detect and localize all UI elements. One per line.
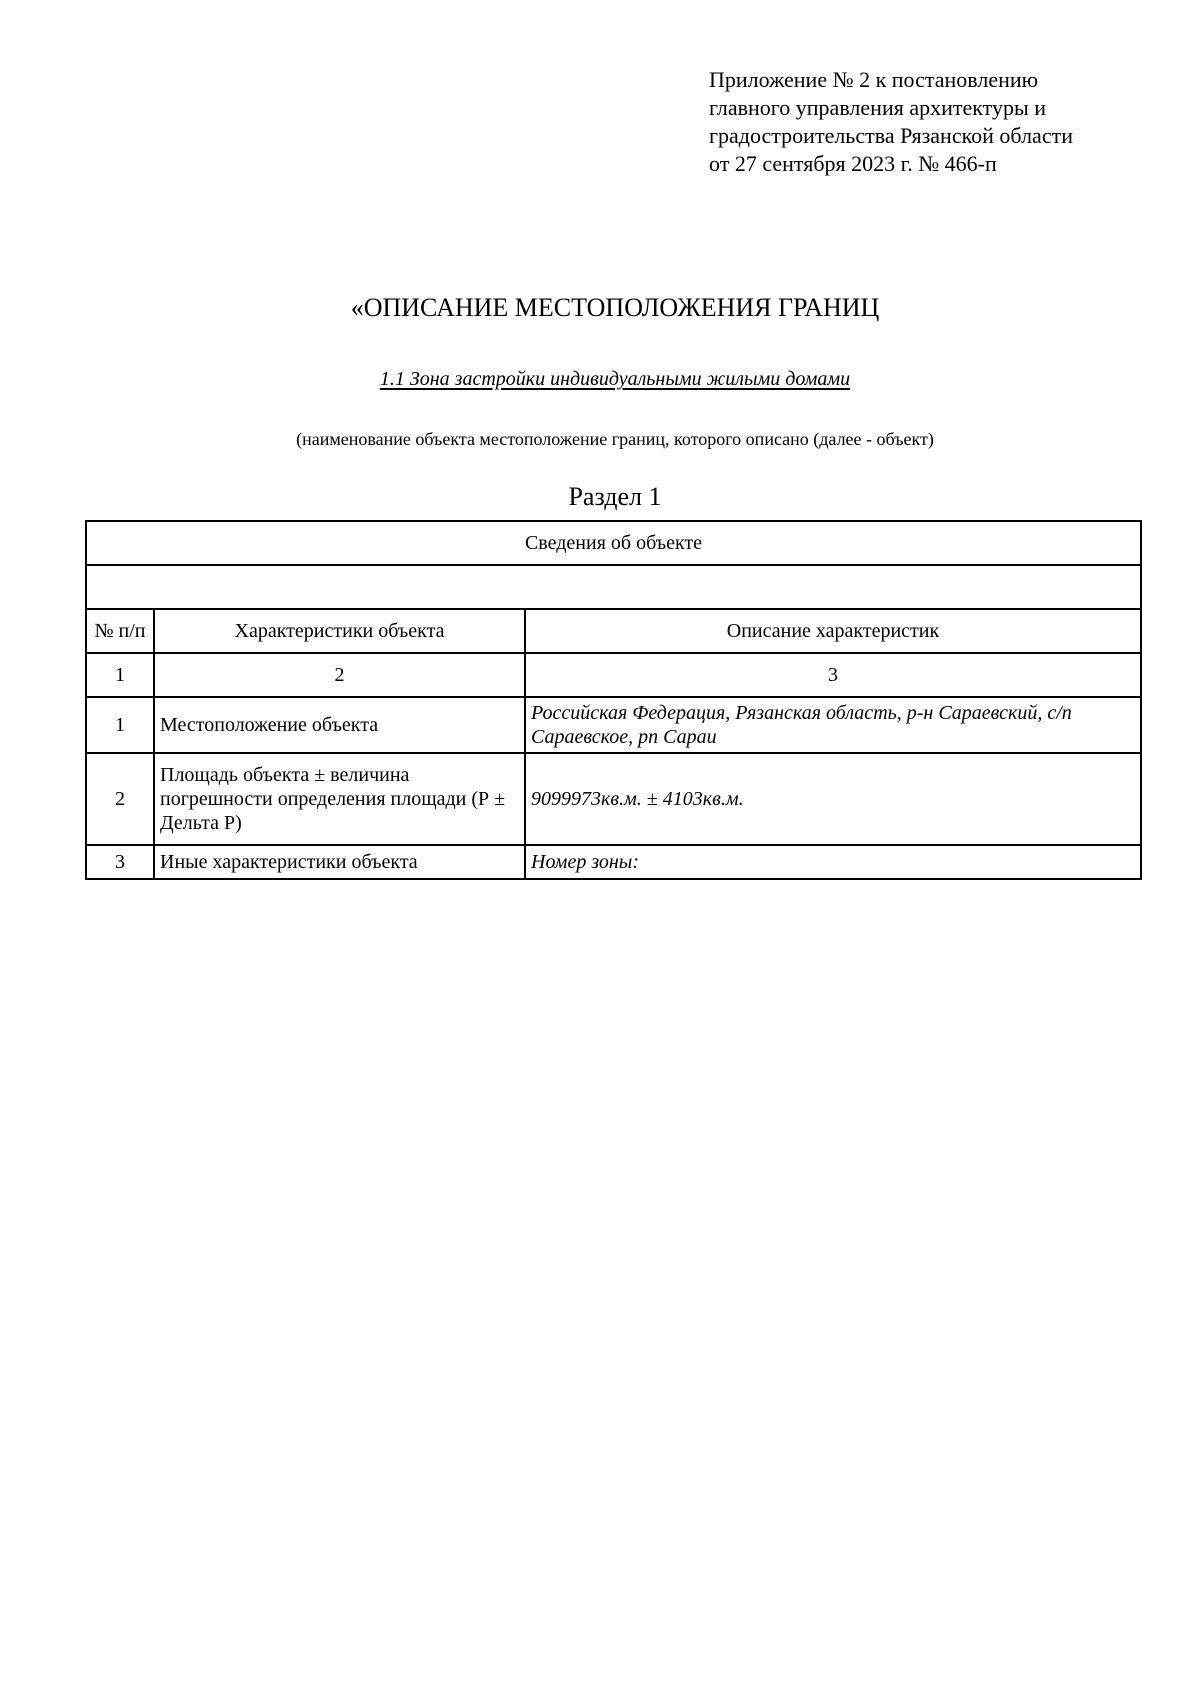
appendix-block (709, 66, 1149, 178)
object-info-table (85, 520, 1142, 880)
appendix-line: Приложение № 2 к постановлению (709, 67, 1039, 92)
table-empty-cell (86, 565, 1141, 609)
column-header-number: № п/п (86, 609, 154, 653)
row-number: 2 (86, 753, 154, 845)
column-header-row (86, 609, 1141, 653)
column-number-row (86, 653, 1141, 697)
row-characteristic: Местоположение объекта (154, 697, 525, 753)
table-row (86, 753, 1141, 845)
object-name (0, 366, 1200, 392)
table-row (86, 845, 1141, 879)
table-header-row (86, 521, 1141, 565)
row-number: 3 (86, 845, 154, 879)
row-number: 1 (86, 697, 154, 753)
table-empty-row (86, 565, 1141, 609)
column-number: 2 (154, 653, 525, 697)
object-name-caption: (наименование объекта местоположение границ, которого описано (далее - объект) (296, 429, 934, 449)
table-row (86, 697, 1141, 753)
object-name-text: 1.1 Зона застройки индивидуальными жилыми домами (379, 368, 851, 390)
column-header-characteristic: Характеристики объекта (154, 609, 525, 653)
document-title: «ОПИСАНИЕ МЕСТОПОЛОЖЕНИЯ ГРАНИЦ (350, 293, 880, 322)
table-header: Сведения об объекте (86, 521, 1141, 565)
row-characteristic: Иные характеристики объекта (154, 845, 525, 879)
column-number: 1 (86, 653, 154, 697)
row-description: 9099973кв.м. ± 4103кв.м. (525, 753, 1141, 845)
appendix-line: градостроительства Рязанской области (709, 123, 1073, 148)
section-title: Раздел 1 (568, 482, 662, 511)
column-header-description: Описание характеристик (525, 609, 1141, 653)
row-description: Российская Федерация, Рязанская область, р-н Сараевский, с/п Сараевское, рп Сараи (525, 697, 1141, 753)
appendix-line: от 27 сентября 2023 г. № 466-п (709, 151, 997, 176)
column-number: 3 (525, 653, 1141, 697)
row-description: Номер зоны: (525, 845, 1141, 879)
row-characteristic: Площадь объекта ± величина погрешности определения площади (Р ± Дельта Р) (154, 753, 525, 845)
appendix-line: главного управления архитектуры и (709, 95, 1047, 120)
